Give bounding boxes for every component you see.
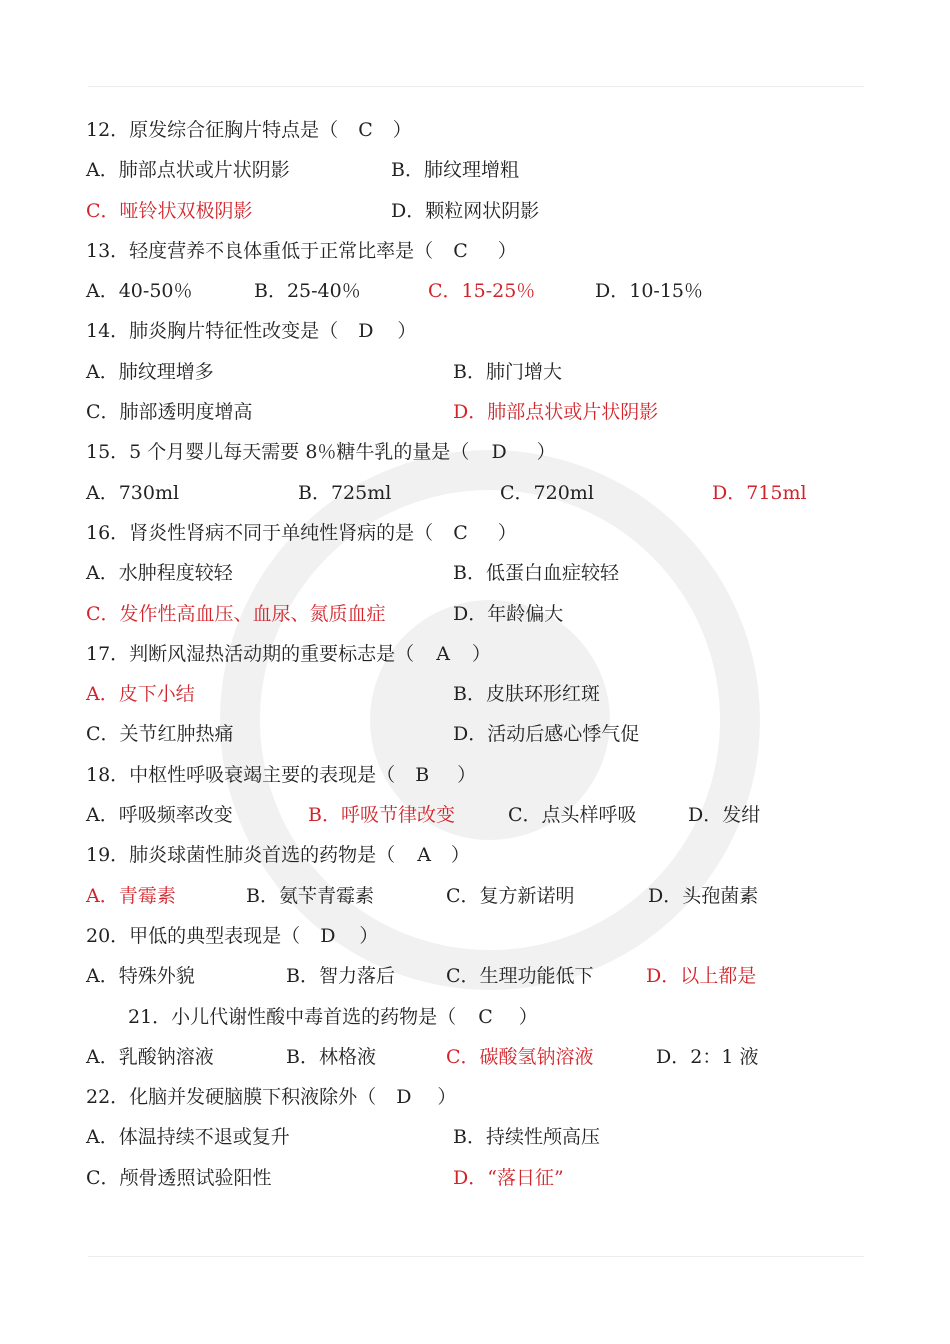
answer-key: D (396, 1086, 412, 1109)
question-21 (86, 997, 876, 1037)
option-b: B．肺门增大 (453, 360, 562, 383)
answer-key: C (358, 119, 373, 141)
question-stem: 21．小儿代谢性酸中毒首选的药物是（ (128, 1005, 457, 1028)
option-b: B．持续性颅高压 (453, 1126, 600, 1149)
answer-key: A (417, 844, 431, 867)
options-row (86, 714, 876, 754)
option-b: B．林格液 (286, 1045, 376, 1068)
question-20 (86, 916, 876, 956)
option-b-correct: B．呼吸节律改变 (308, 804, 455, 827)
option-d: D．活动后感心悸气促 (453, 723, 640, 746)
option-c: C．生理功能低下 (446, 965, 594, 988)
option-a: A．水肿程度较轻 (86, 562, 233, 585)
option-c-correct: C．碳酸氢钠溶液 (446, 1045, 594, 1068)
options-row (86, 392, 876, 432)
question-stem: 16．肾炎性肾病不同于单纯性肾病的是（ (86, 521, 434, 544)
question-close: ） (437, 1086, 457, 1109)
options-row (86, 191, 876, 231)
answer-key: C (478, 1005, 493, 1028)
option-c: C．肺部透明度增高 (86, 401, 253, 424)
question-15 (86, 432, 876, 472)
question-stem: 19．肺炎球菌性肺炎首选的药物是（ (86, 844, 396, 867)
option-b: B．氨苄青霉素 (246, 884, 374, 907)
options-row (86, 674, 876, 714)
header-rule (88, 86, 864, 87)
question-close: ） (397, 320, 417, 343)
option-d: D．头孢菌素 (648, 884, 759, 907)
option-a: A．呼吸频率改变 (86, 804, 233, 827)
question-close: ） (497, 521, 517, 544)
options-row (86, 1037, 876, 1077)
option-b: B．皮肤环形红斑 (453, 683, 600, 706)
option-a: A．体温持续不退或复升 (86, 1126, 290, 1149)
options-row (86, 876, 876, 916)
option-c: C．关节红肿热痛 (86, 723, 234, 746)
question-close: ） (392, 119, 412, 141)
question-close: ） (457, 763, 477, 786)
options-row (86, 594, 876, 634)
option-d: D．发绀 (688, 804, 761, 827)
question-12 (86, 110, 876, 150)
option-c: C．复方新诺明 (446, 884, 575, 907)
option-d-correct: D．“落日征” (453, 1166, 564, 1189)
option-d: D．年龄偏大 (453, 602, 564, 625)
answer-key: D (320, 924, 336, 947)
option-b: B．肺纹理增粗 (391, 159, 519, 182)
question-stem: 22．化脑并发硬脑膜下积液除外（ (86, 1086, 377, 1109)
option-c: C．点头样呼吸 (508, 804, 637, 827)
question-stem: 13．轻度营养不良体重低于正常比率是（ (86, 239, 434, 262)
question-18 (86, 755, 876, 795)
question-stem: 20．甲低的典型表现是（ (86, 924, 301, 947)
option-c-correct: C．哑铃状双极阴影 (86, 199, 253, 222)
question-stem: 15．5 个月婴儿每天需要 8％糖牛乳的量是（ (86, 441, 470, 464)
question-14 (86, 311, 876, 351)
option-b: B．智力落后 (286, 965, 395, 988)
question-stem: 17．判断风湿热活动期的重要标志是（ (86, 642, 415, 665)
answer-key: C (453, 521, 468, 544)
option-c-correct: C．发作性高血压、血尿、氮质血症 (86, 602, 386, 625)
options-row (86, 150, 876, 190)
option-a: A．肺纹理增多 (86, 360, 214, 383)
question-stem: 12．原发综合征胸片特点是（ (86, 119, 339, 141)
option-a: A．特殊外貌 (86, 965, 195, 988)
options-row (86, 352, 876, 392)
options-row (86, 473, 876, 513)
option-a: A．肺部点状或片状阴影 (86, 159, 290, 182)
option-b: B．低蛋白血症较轻 (453, 562, 619, 585)
options-row (86, 795, 876, 835)
answer-key: B (415, 763, 430, 786)
option-d: D．颗粒网状阴影 (391, 199, 540, 222)
option-a: A．乳酸钠溶液 (86, 1045, 214, 1068)
answer-key: D (358, 320, 374, 343)
option-d: D．2：1 液 (656, 1045, 759, 1068)
option-d-correct: D．715ml (712, 481, 807, 504)
question-stem: 18．中枢性呼吸衰竭主要的表现是（ (86, 763, 396, 786)
question-close: ） (359, 924, 379, 947)
question-close: ） (471, 642, 491, 665)
question-17 (86, 634, 876, 674)
question-16 (86, 513, 876, 553)
question-list (86, 110, 876, 1198)
options-row (86, 1117, 876, 1157)
answer-key: D (491, 441, 507, 464)
question-stem: 14．肺炎胸片特征性改变是（ (86, 320, 339, 343)
option-c: C．720ml (500, 481, 594, 504)
footer-rule (88, 1256, 864, 1257)
question-close: ） (518, 1005, 538, 1028)
option-c: C．颅骨透照试验阳性 (86, 1166, 272, 1189)
options-row (86, 1158, 876, 1198)
question-close: ） (536, 441, 556, 464)
option-d: D．10-15％ (595, 280, 704, 303)
question-close: ） (450, 844, 470, 867)
question-close: ） (497, 239, 517, 262)
answer-key: C (453, 239, 468, 262)
options-row (86, 956, 876, 996)
option-a: A．40-50％ (86, 280, 193, 303)
option-c-correct: C．15-25％ (428, 280, 536, 303)
option-a: A．730ml (86, 481, 180, 504)
option-d-correct: D．肺部点状或片状阴影 (453, 401, 659, 424)
options-row (86, 271, 876, 311)
answer-key: A (436, 642, 450, 665)
question-19 (86, 835, 876, 875)
options-row (86, 553, 876, 593)
option-d-correct: D．以上都是 (646, 965, 757, 988)
option-b: B．725ml (298, 481, 392, 504)
option-a-correct: A．青霉素 (86, 884, 176, 907)
option-b: B．25-40％ (254, 280, 361, 303)
question-22 (86, 1077, 876, 1117)
question-13 (86, 231, 876, 271)
option-a-correct: A．皮下小结 (86, 683, 195, 706)
